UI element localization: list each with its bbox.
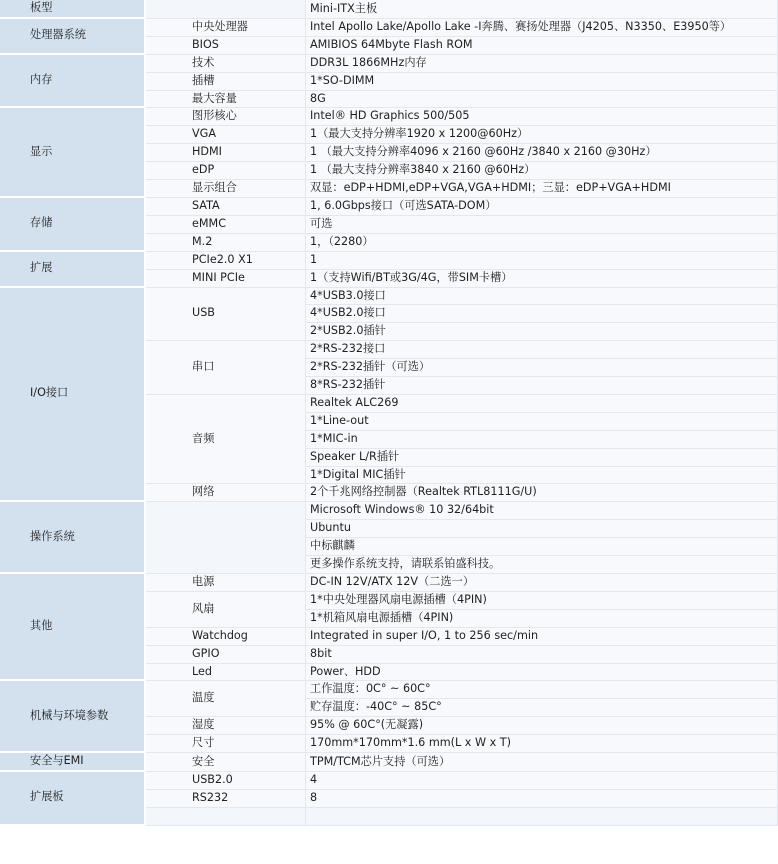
spec-row [0, 753, 778, 772]
spec-subcategory: USB2.0 [146, 772, 306, 790]
spec-value: 4 [306, 772, 778, 790]
spec-subcategory: 温度 [146, 681, 306, 717]
spec-value: 1，（2280） [306, 234, 778, 252]
spec-value: 1 （最大支持分辨率3840 x 2160 @60Hz） [306, 162, 778, 180]
spec-subcategory: 湿度 [146, 717, 306, 735]
spec-subcategory [146, 808, 306, 826]
spec-row [0, 502, 778, 520]
spec-subcategory: Led [146, 664, 306, 682]
spec-category: 其他 [0, 574, 146, 681]
spec-subcategory: eMMC [146, 216, 306, 234]
spec-subcategory: PCIe2.0 X1 [146, 252, 306, 270]
spec-value: 1（最大支持分辨率1920 x 1200@60Hz） [306, 126, 778, 144]
spec-subcategory: eDP [146, 162, 306, 180]
spec-row [0, 574, 778, 592]
spec-category: 处理器系统 [0, 19, 146, 55]
spec-value: 1*中央处理器风扇电源插槽（4PIN) [306, 592, 778, 610]
spec-category: 安全与EMI [0, 753, 146, 772]
spec-value: 8bit [306, 646, 778, 664]
spec-subcategory: SATA [146, 198, 306, 216]
spec-subcategory [146, 502, 306, 574]
spec-value: 1*Line-out [306, 413, 778, 431]
spec-value: 4*USB3.0接口 [306, 288, 778, 306]
spec-value: Speaker L/R插针 [306, 449, 778, 467]
spec-value: 4*USB2.0接口 [306, 305, 778, 323]
spec-row [0, 772, 778, 790]
spec-subcategory: 技术 [146, 55, 306, 73]
spec-value: 1*Digital MIC插针 [306, 467, 778, 485]
spec-value: 1（支持Wifi/BT或3G/4G，带SIM卡槽） [306, 270, 778, 288]
spec-value: Intel® HD Graphics 500/505 [306, 108, 778, 126]
spec-value: 8 [306, 790, 778, 808]
spec-subcategory [146, 0, 306, 19]
spec-value: 工作温度：0C° ~ 60C° [306, 681, 778, 699]
spec-value: 2*RS-232接口 [306, 341, 778, 359]
spec-category: 显示 [0, 108, 146, 198]
spec-row [0, 288, 778, 306]
spec-value: 1 [306, 252, 778, 270]
spec-subcategory: 中央处理器 [146, 19, 306, 37]
spec-subcategory: 风扇 [146, 592, 306, 628]
spec-value: 2*USB2.0插针 [306, 323, 778, 341]
spec-category: 内存 [0, 55, 146, 109]
spec-subcategory: VGA [146, 126, 306, 144]
spec-value: DC-IN 12V/ATX 12V（二选一） [306, 574, 778, 592]
spec-row [0, 55, 778, 73]
spec-subcategory: 尺寸 [146, 735, 306, 753]
spec-value: Microsoft Windows® 10 32/64bit [306, 502, 778, 520]
spec-subcategory: GPIO [146, 646, 306, 664]
spec-subcategory: BIOS [146, 37, 306, 55]
spec-row [0, 252, 778, 270]
spec-category: 存储 [0, 198, 146, 252]
spec-category: 操作系统 [0, 502, 146, 574]
spec-row [0, 19, 778, 37]
spec-subcategory: 图形核心 [146, 108, 306, 126]
spec-subcategory: 音频 [146, 395, 306, 485]
spec-value: 可选 [306, 216, 778, 234]
spec-subcategory: 网络 [146, 484, 306, 502]
spec-value: 2个千兆网络控制器（Realtek RTL8111G/U) [306, 484, 778, 502]
spec-value: 8*RS-232插针 [306, 377, 778, 395]
spec-category: 扩展板 [0, 772, 146, 826]
spec-subcategory: 显示组合 [146, 180, 306, 198]
spec-value: 1 （最大支持分辨率4096 x 2160 @60Hz /3840 x 2160 @30Hz） [306, 144, 778, 162]
spec-value: 1*MIC-in [306, 431, 778, 449]
spec-subcategory: 串口 [146, 341, 306, 395]
spec-subcategory: 插槽 [146, 73, 306, 91]
spec-value: Realtek ALC269 [306, 395, 778, 413]
spec-subcategory: RS232 [146, 790, 306, 808]
spec-row [0, 0, 778, 19]
spec-value: 双显：eDP+HDMI,eDP+VGA,VGA+HDMI；三显：eDP+VGA+HDMI [306, 180, 778, 198]
spec-category: 扩展 [0, 252, 146, 288]
spec-category: 机械与环境参数 [0, 681, 146, 753]
spec-subcategory: 电源 [146, 574, 306, 592]
spec-value [306, 808, 778, 826]
spec-value: 更多操作系统支持，请联系铂盛科技。 [306, 556, 778, 574]
spec-subcategory: M.2 [146, 234, 306, 252]
spec-subcategory: 最大容量 [146, 91, 306, 109]
spec-subcategory: 安全 [146, 753, 306, 772]
spec-subcategory: Watchdog [146, 628, 306, 646]
spec-value: AMIBIOS 64Mbyte Flash ROM [306, 37, 778, 55]
spec-value: Mini-ITX主板 [306, 0, 778, 19]
spec-subcategory: MINI PCIe [146, 270, 306, 288]
spec-value: Integrated in super I/O, 1 to 256 sec/min [306, 628, 778, 646]
spec-row [0, 681, 778, 699]
spec-value: 1*机箱风扇电源插槽（4PIN) [306, 610, 778, 628]
spec-subcategory: HDMI [146, 144, 306, 162]
spec-row [0, 108, 778, 126]
spec-value: 2*RS-232插针（可选） [306, 359, 778, 377]
spec-value: 170mm*170mm*1.6 mm(L x W x T) [306, 735, 778, 753]
spec-row [0, 198, 778, 216]
spec-value: Ubuntu [306, 520, 778, 538]
spec-value: TPM/TCM芯片支持（可选） [306, 753, 778, 772]
spec-category: 板型 [0, 0, 146, 19]
spec-value: 8G [306, 91, 778, 109]
spec-category: I/O接口 [0, 288, 146, 503]
spec-value: 中标麒麟 [306, 538, 778, 556]
spec-value: 95% @ 60C°(无凝露) [306, 717, 778, 735]
spec-value: Intel Apollo Lake/Apollo Lake -I奔腾、赛扬处理器（J4205、N3350、E3950等） [306, 19, 778, 37]
spec-value: 贮存温度：-40C° ~ 85C° [306, 699, 778, 717]
spec-subcategory: USB [146, 288, 306, 342]
spec-value: DDR3L 1866MHz内存 [306, 55, 778, 73]
spec-value: 1, 6.0Gbps接口（可选SATA-DOM） [306, 198, 778, 216]
spec-value: Power、HDD [306, 664, 778, 682]
spec-value: 1*SO-DIMM [306, 73, 778, 91]
